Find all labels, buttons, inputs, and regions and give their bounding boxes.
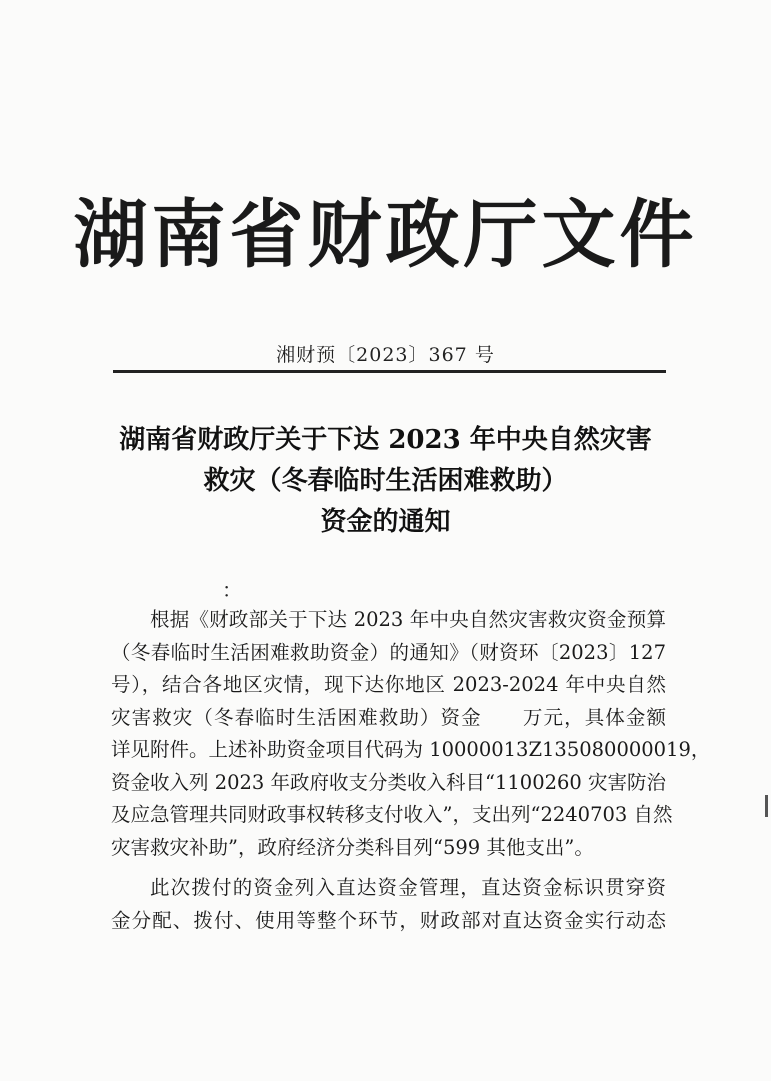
document-title: [0, 420, 771, 543]
recipient-line: ：: [222, 578, 242, 602]
body-line: 灾害救灾补助”，政府经济分类科目列“599 其他支出”。: [111, 835, 594, 859]
paragraph-gap: [111, 864, 666, 872]
body-line: 详见附件。上述补助资金项目代码为 10000013Z135080000019，: [111, 738, 711, 761]
body-line: （冬春临时生活困难救助资金）的通知》（财资环〔2023〕127: [111, 640, 666, 664]
body-line: 根据《财政部关于下达 2023 年中央自然灾害救灾资金预算: [150, 608, 666, 631]
header-divider: [113, 370, 666, 373]
document-number: 湘财预〔2023〕367 号: [276, 344, 495, 366]
body-line: 金分配、拨付、使用等整个环节，财政部对直达资金实行动态: [111, 908, 666, 932]
body-line: 及应急管理共同财政事权转移支付收入”，支出列“2240703 自然: [111, 803, 673, 826]
title-line-3: 资金的通知: [320, 507, 451, 537]
scan-edge-mark: [765, 795, 768, 817]
document-body: [111, 604, 711, 937]
body-line: 此次拨付的资金列入直达资金管理，直达资金标识贯穿资: [150, 876, 666, 899]
title-line-1: 湖南省财政厅关于下达 2023 年中央自然灾害: [119, 425, 652, 455]
body-line: 灾害救灾（冬春临时生活困难救助）资金 万元，具体金额: [111, 705, 666, 729]
body-line: 资金收入列 2023 年政府收支分类收入科目“1100260 灾害防治: [111, 770, 667, 794]
body-line: 号），结合各地区灾情，现下达你地区 2023-2024 年中央自然: [111, 673, 666, 696]
document-masthead: 湖南省财政厅文件: [73, 192, 698, 278]
title-line-2: 救灾（冬春临时生活困难救助）: [203, 466, 568, 496]
